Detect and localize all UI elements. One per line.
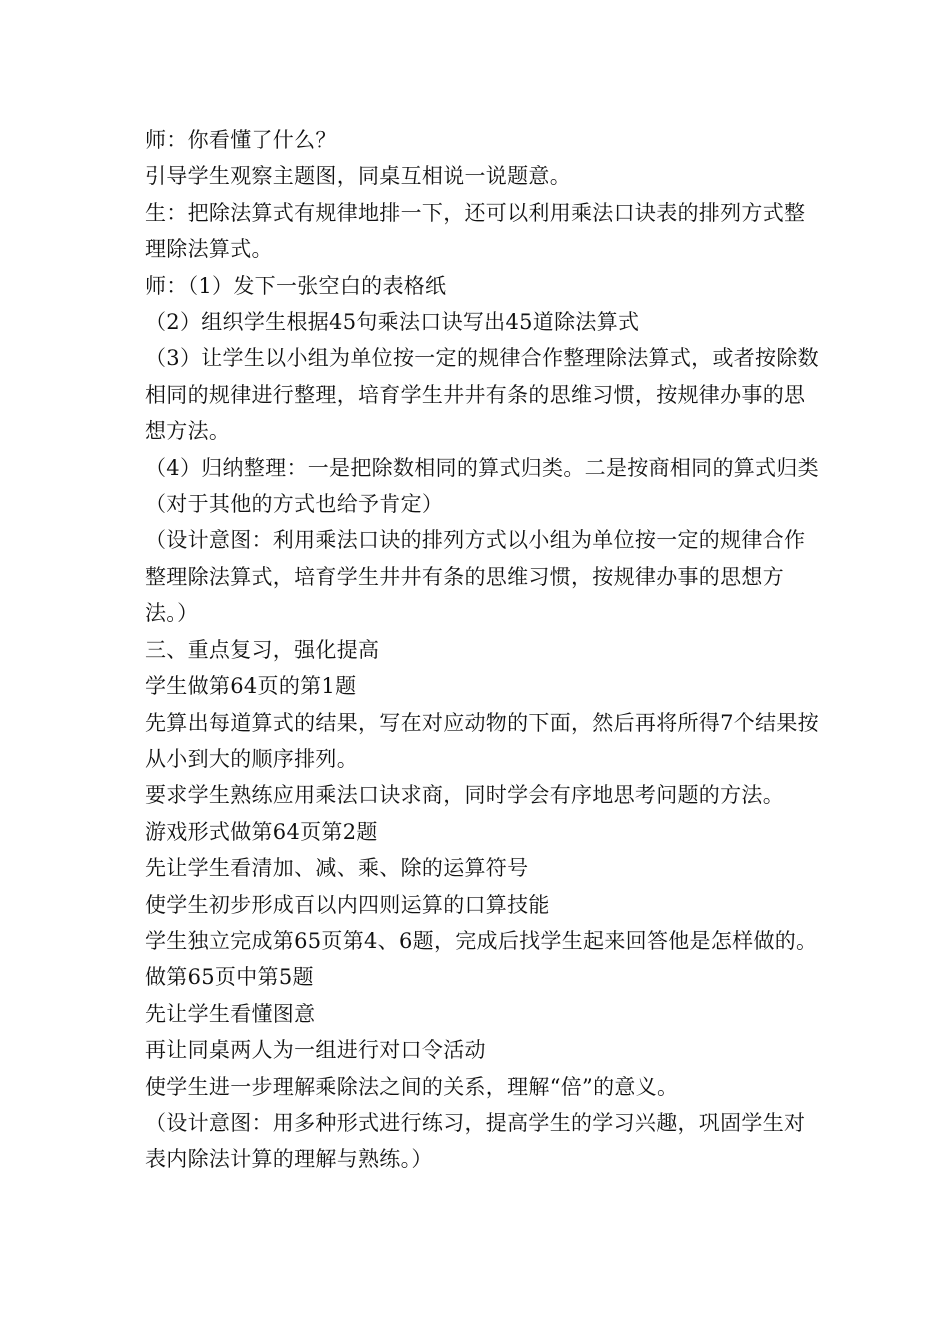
paragraph-step-2: （2）组织学生根据45句乘法口诀写出45道除法算式	[145, 310, 640, 335]
document-body	[145, 122, 825, 1178]
paragraph-p65-q5: 做第65页中第5题	[145, 965, 314, 990]
paragraph-mental-math: 使学生初步形成百以内四则运算的口算技能	[145, 892, 550, 917]
paragraph-student-answer: 生：把除法算式有规律地排一下，还可以利用乘法口诀表的排列方式整理除法算式。	[145, 200, 806, 262]
paragraph-relationship: 使学生进一步理解乘除法之间的关系，理解“倍”的意义。	[145, 1074, 679, 1099]
paragraph-teacher-step-1: 师：（1）发下一张空白的表格纸	[145, 273, 447, 298]
paragraph-design-intent-1: （设计意图：利用乘法口诀的排列方式以小组为单位按一定的规律合作整理除法算式，培育学生井井有条的思维习惯，按规律办事的思想方法。）	[145, 528, 806, 626]
paragraph-design-intent-2: （设计意图：用多种形式进行练习，提高学生的学习兴趣，巩固学生对表内除法计算的理解与熟练。）	[145, 1110, 806, 1172]
paragraph-step-3: （3）让学生以小组为单位按一定的规律合作整理除法算式，或者按除数相同的规律进行整理，培育学生井井有条的思维习惯，按规律办事的思想方法。	[145, 346, 819, 444]
paragraph-p65-q4-q6: 学生独立完成第65页第4、6题，完成后找学生起来回答他是怎样做的。	[145, 928, 818, 953]
paragraph-step-4: （4）归纳整理：一是把除数相同的算式归类。二是按商相同的算式归类（对于其他的方式也给予肯定）	[145, 455, 819, 517]
section-heading-review: 三、重点复习，强化提高	[145, 637, 380, 662]
paragraph-requirement: 要求学生熟练应用乘法口诀求商，同时学会有序地思考问题的方法。	[145, 783, 784, 808]
paragraph-teacher-question: 师：你看懂了什么？	[145, 128, 337, 152]
paragraph-understand-picture: 先让学生看懂图意	[145, 1001, 316, 1026]
paragraph-guide-observe: 引导学生观察主题图，同桌互相说一说题意。	[145, 164, 571, 189]
paragraph-exercise-p64-q1: 学生做第64页的第1题	[145, 674, 357, 699]
paragraph-pair-activity: 再让同桌两人为一组进行对口令活动	[145, 1038, 486, 1063]
paragraph-calc-results: 先算出每道算式的结果，写在对应动物的下面，然后再将所得7个结果按从小到大的顺序排列。	[145, 710, 819, 771]
paragraph-operators: 先让学生看清加、减、乘、除的运算符号	[145, 856, 529, 881]
paragraph-game-p64-q2: 游戏形式做第64页第2题	[145, 819, 378, 844]
